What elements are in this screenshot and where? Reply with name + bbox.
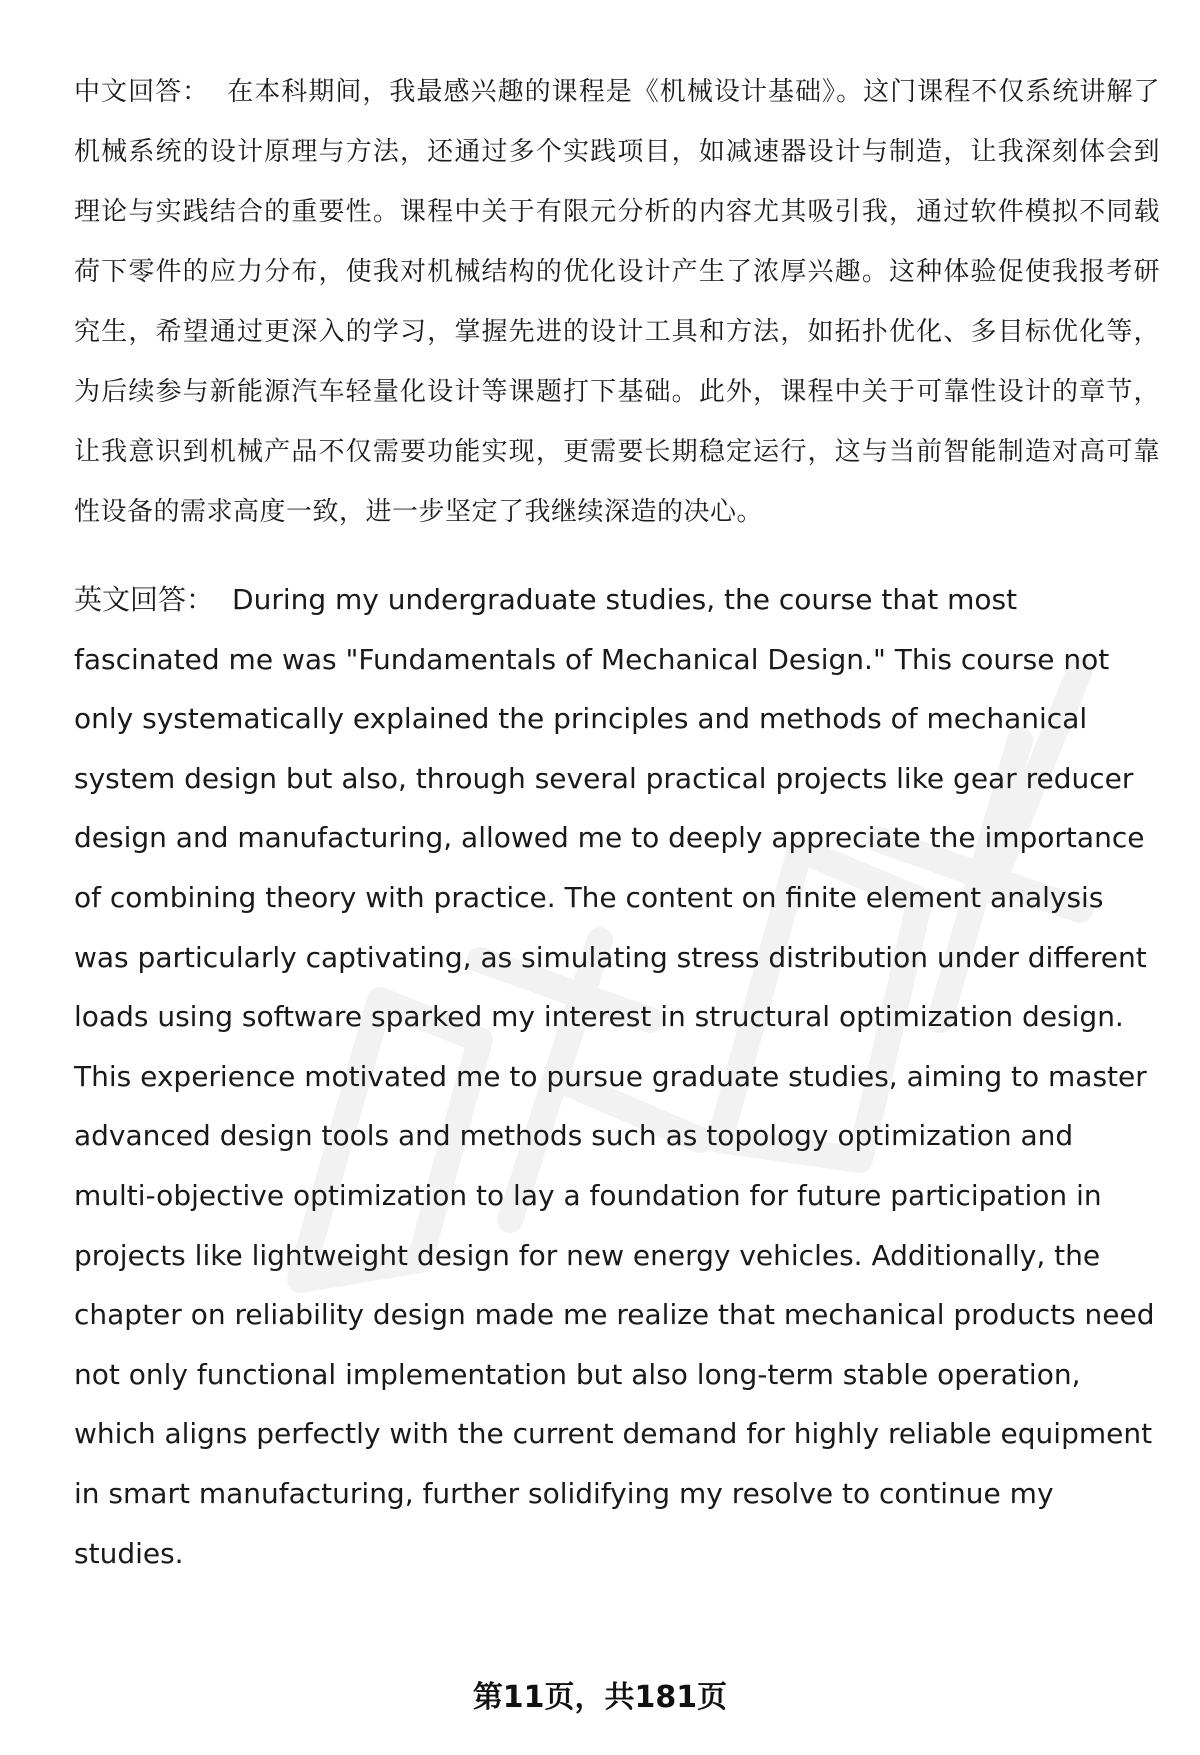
chinese-answer-paragraph <box>74 62 1160 542</box>
english-answer-paragraph <box>74 570 1160 1583</box>
chinese-answer-label: 中文回答： <box>74 77 210 107</box>
english-answer-label: 英文回答： <box>74 583 215 616</box>
page-number: 第11页，共181页 <box>472 1680 728 1715</box>
english-answer-text: During my undergraduate studies, the course that most fascinated me was "Fundamentals of Mechanical Design." This course not only systematically explained the principles and methods of mechanical system design but also, through several practical projects like gear reducer design and manufacturing, allowed me to deeply appreciate the importance of combining theory with practice. The content on finite element analysis was particularly captivating, as simulating stress distribution under different loads using software sparked my interest in structural optimization design. This experience motivated me to pursue graduate studies, aiming to master advanced design tools and methods such as topology optimization and multi-objective optimization to lay a foundation for future participation in projects like lightweight design for new energy vehicles. Additionally, the chapter on reliability design made me realize that mechanical products need not only functional implementation but also long-term stable operation, which aligns perfectly with the current demand for highly reliable equipment in smart manufacturing, further solidifying my resolve to continue my studies. <box>74 583 1155 1570</box>
document-body <box>74 62 1160 1583</box>
chinese-answer-text: 在本科期间，我最感兴趣的课程是《机械设计基础》。这门课程不仅系统讲解了机械系统的设计原理与方法，还通过多个实践项目，如减速器设计与制造，让我深刻体会到理论与实践结合的重要性。课程中关于有限元分析的内容尤其吸引我，通过软件模拟不同载荷下零件的应力分布，使我对机械结构的优化设计产生了浓厚兴趣。这种体验促使我报考研究生，希望通过更深入的学习，掌握先进的设计工具和方法，如拓扑优化、多目标优化等，为后续参与新能源汽车轻量化设计等课题打下基础。此外，课程中关于可靠性设计的章节，让我意识到机械产品不仅需要功能实现，更需要长期稳定运行，这与当前智能制造对高可靠性设备的需求高度一致，进一步坚定了我继续深造的决心。 <box>74 77 1160 527</box>
